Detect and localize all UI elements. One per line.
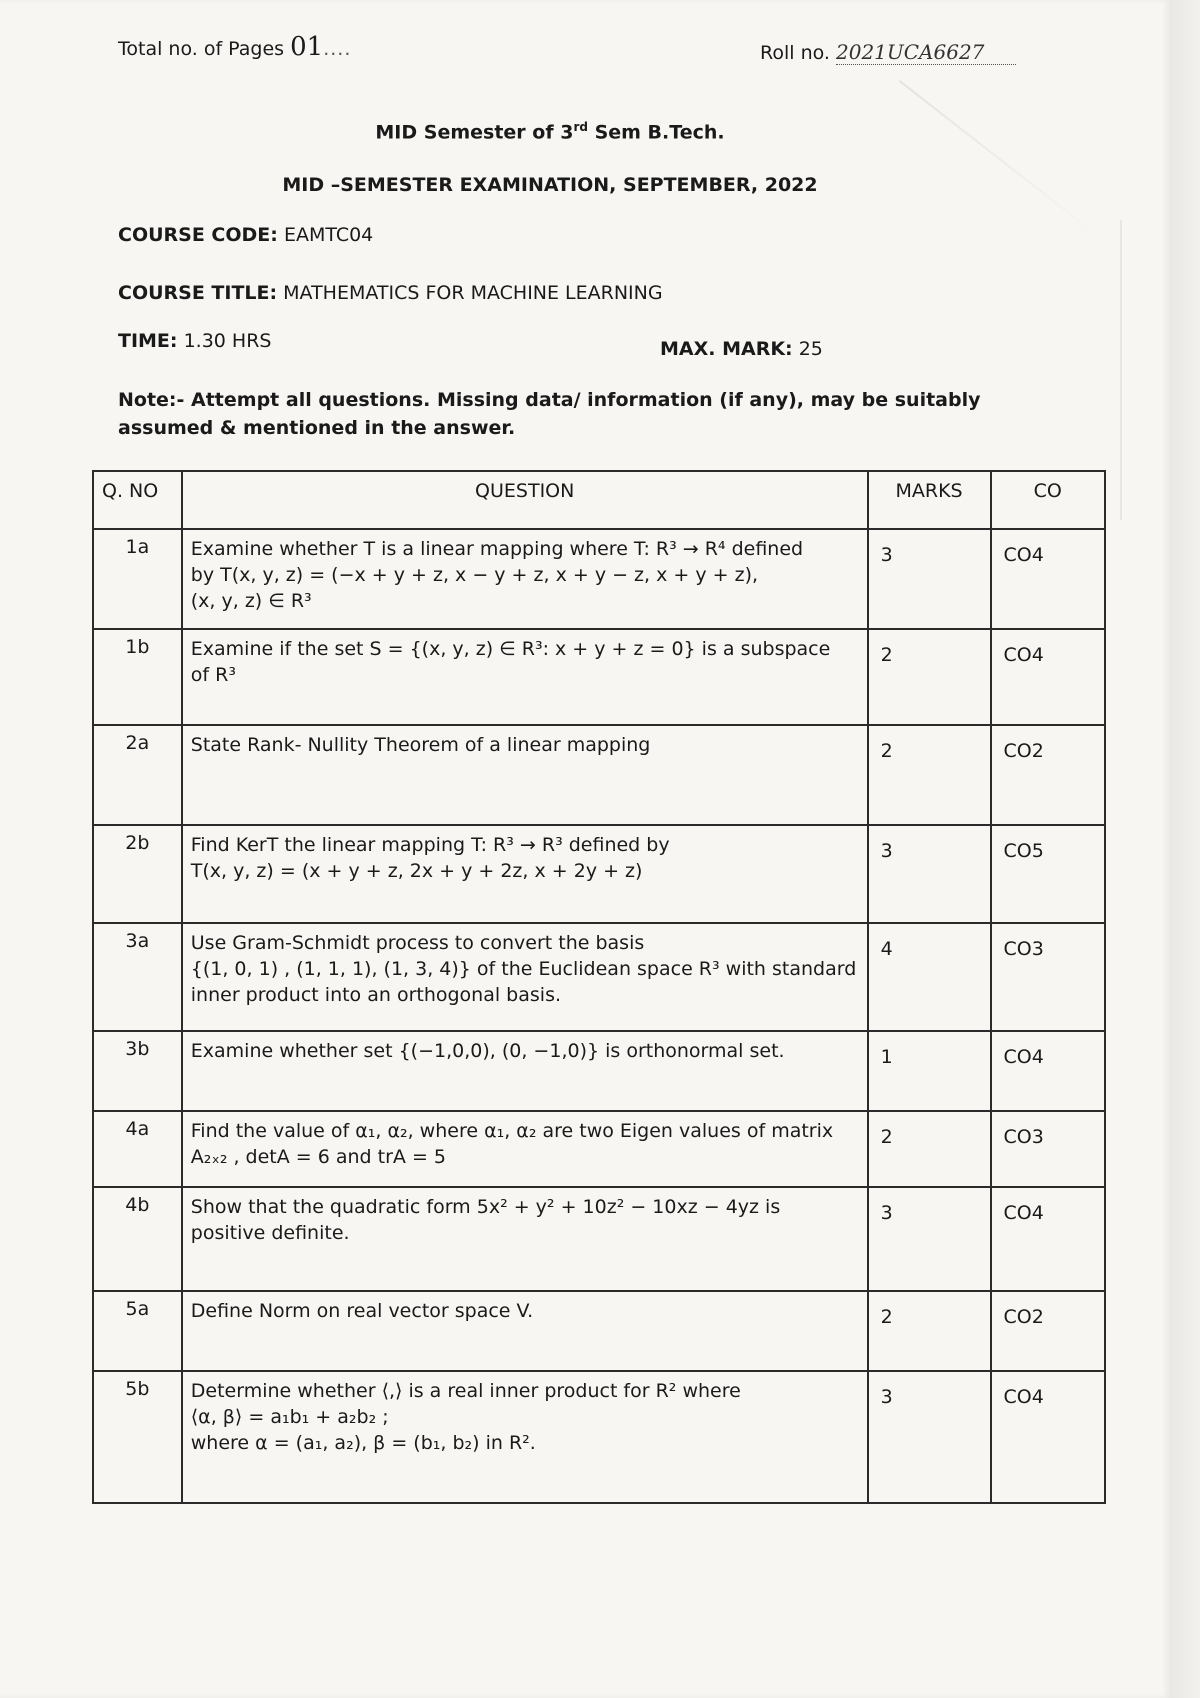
course-code <box>118 224 373 246</box>
max-mark-value: 25 <box>798 338 823 360</box>
table-row <box>93 1111 1105 1187</box>
marks-cell: 2 <box>868 1291 991 1371</box>
marks-cell: 3 <box>868 1187 991 1291</box>
title-line1-text: MID Semester of 3 <box>375 121 574 144</box>
header-question: QUESTION <box>182 471 868 529</box>
co-cell: CO3 <box>991 923 1106 1031</box>
qno-cell: 5a <box>93 1291 182 1371</box>
max-mark <box>660 338 823 360</box>
table-header-row <box>93 471 1105 529</box>
qno-cell: 3b <box>93 1031 182 1111</box>
marks-cell: 4 <box>868 923 991 1031</box>
header-co: CO <box>991 471 1106 529</box>
marks-cell: 3 <box>868 825 991 923</box>
question-table <box>92 470 1106 1504</box>
course-title-value: MATHEMATICS FOR MACHINE LEARNING <box>283 282 663 304</box>
marks-cell: 1 <box>868 1031 991 1111</box>
table-row <box>93 725 1105 825</box>
qno-cell: 5b <box>93 1371 182 1503</box>
co-cell: CO4 <box>991 529 1106 629</box>
marks-cell: 2 <box>868 725 991 825</box>
co-cell: CO4 <box>991 1187 1106 1291</box>
marks-cell: 3 <box>868 529 991 629</box>
table-row <box>93 1291 1105 1371</box>
instructions-note: Note:- Attempt all questions. Missing data/ information (if any), may be suitably assumed & mentioned in the answer. <box>118 389 981 439</box>
table-row <box>93 1031 1105 1111</box>
co-cell: CO2 <box>991 725 1106 825</box>
marks-cell: 3 <box>868 1371 991 1503</box>
question-cell: Find the value of α₁, α₂, where α₁, α₂ are two Eigen values of matrix A₂ₓ₂ , detA = 6 and trA = 5 <box>182 1111 868 1187</box>
co-cell: CO3 <box>991 1111 1106 1187</box>
course-title-label: COURSE TITLE: <box>118 282 278 304</box>
question-cell: Use Gram-Schmidt process to convert the basis {(1, 0, 1) , (1, 1, 1), (1, 3, 4)} of the Euclidean space R³ with standard inner product into an orthogonal basis. <box>182 923 868 1031</box>
table-row <box>93 1187 1105 1291</box>
table-row <box>93 923 1105 1031</box>
co-cell: CO4 <box>991 629 1106 725</box>
course-code-value: EAMTC04 <box>283 224 374 246</box>
qno-cell: 1a <box>93 529 182 629</box>
header-marks: MARKS <box>868 471 991 529</box>
exam-title-line2: MID –SEMESTER EXAMINATION, SEPTEMBER, 2022 <box>282 174 818 196</box>
question-cell: Find KerT the linear mapping T: R³ → R³ defined by T(x, y, z) = (x + y + z, 2x + y + 2z, x + 2y + z) <box>182 825 868 923</box>
question-cell: Show that the quadratic form 5x² + y² + 10z² − 10xz − 4yz is positive definite. <box>182 1187 868 1291</box>
title-line1-sup: rd <box>573 120 588 134</box>
max-mark-label: MAX. MARK: <box>660 338 793 360</box>
co-cell: CO5 <box>991 825 1106 923</box>
co-cell: CO4 <box>991 1371 1106 1503</box>
paper-crease <box>1120 220 1122 520</box>
total-pages-value: 01 <box>290 32 324 62</box>
title-line1-post: Sem B.Tech. <box>587 121 725 144</box>
question-cell: Determine whether ⟨,⟩ is a real inner product for R² where ⟨α, β⟩ = a₁b₁ + a₂b₂ ; where α = (a₁, a₂), β = (b₁, b₂) in R². <box>182 1371 868 1503</box>
co-cell: CO4 <box>991 1031 1106 1111</box>
total-pages-label: Total no. of Pages <box>118 38 285 60</box>
roll-label: Roll no. <box>760 42 830 64</box>
marks-cell: 2 <box>868 1111 991 1187</box>
qno-cell: 4b <box>93 1187 182 1291</box>
roll-value: 2021UCA6627 <box>836 40 985 64</box>
question-cell: Define Norm on real vector space V. <box>182 1291 868 1371</box>
qno-cell: 2a <box>93 725 182 825</box>
qno-cell: 3a <box>93 923 182 1031</box>
question-cell: Examine whether set {(−1,0,0), (0, −1,0)} is orthonormal set. <box>182 1031 868 1111</box>
course-code-label: COURSE CODE: <box>118 224 278 246</box>
qno-cell: 2b <box>93 825 182 923</box>
paper-edge <box>1170 0 1200 1698</box>
question-cell: Examine if the set S = {(x, y, z) ∈ R³: x + y + z = 0} is a subspace of R³ <box>182 629 868 725</box>
qno-cell: 4a <box>93 1111 182 1187</box>
table-row <box>93 529 1105 629</box>
table-row <box>93 1371 1105 1503</box>
table-row <box>93 825 1105 923</box>
course-title <box>118 282 663 304</box>
exam-title-line1 <box>0 120 1100 143</box>
co-cell: CO2 <box>991 1291 1106 1371</box>
exam-time <box>118 330 271 352</box>
marks-cell: 2 <box>868 629 991 725</box>
time-label: TIME: <box>118 330 178 352</box>
question-cell: Examine whether T is a linear mapping where T: R³ → R⁴ defined by T(x, y, z) = (−x + y + z, x − y + z, x + y − z, x + y + z), (x, y, z) ∈ R³ <box>182 529 868 629</box>
total-pages: Total no. of Pages 01.... <box>118 32 352 62</box>
question-cell: State Rank- Nullity Theorem of a linear mapping <box>182 725 868 825</box>
table-row <box>93 629 1105 725</box>
qno-cell: 1b <box>93 629 182 725</box>
roll-number <box>760 40 1016 65</box>
header-qno: Q. NO <box>93 471 182 529</box>
time-value: 1.30 HRS <box>183 330 272 352</box>
